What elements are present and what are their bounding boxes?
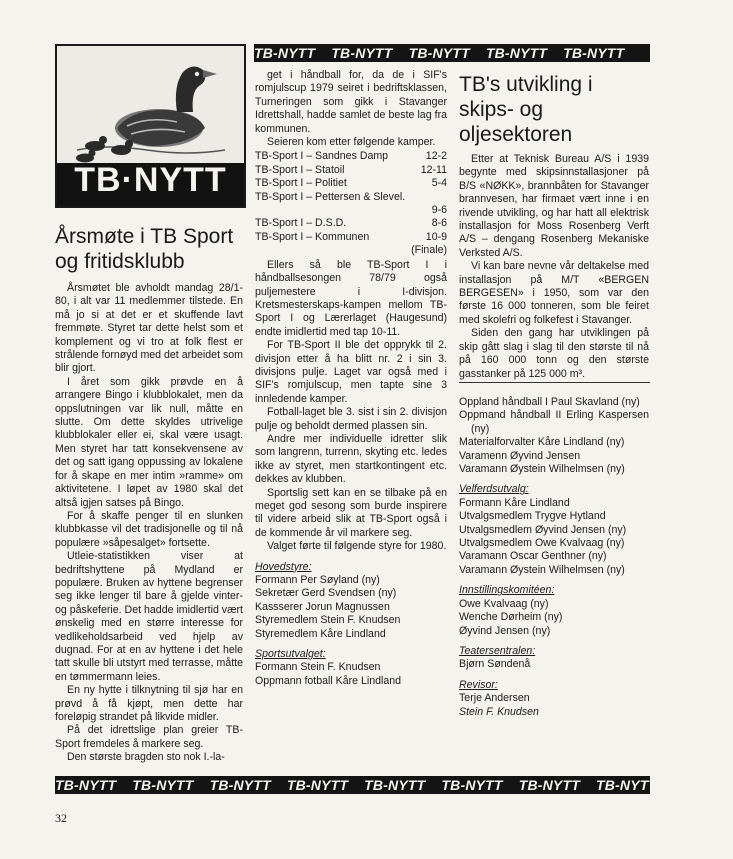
- hovedstyre-list: [255, 574, 447, 641]
- revisor-list: [459, 692, 649, 705]
- article1-col2-top: [255, 69, 447, 149]
- banner-word: TB-NYTT: [595, 777, 658, 793]
- text-line: Utvalgsmedlem Owe Kvalvaag (ny): [459, 537, 625, 550]
- banner-word: TB-NYTT: [254, 45, 316, 61]
- text-line: Årsmøtet ble avholdt mandag 28/1-80, i alt var 11 medlemmer tilstede. En må jo si at det er et skuffende lavt fremmøte. Styret tar dette helst som et komplement og vi tro at folk flest er strålende fornøyd med det arbeidet som blir gjort.: [55, 282, 243, 375]
- column-2: [255, 69, 447, 688]
- result-row: [255, 244, 447, 257]
- text-line: Formann Stein F. Knudsen: [255, 661, 381, 674]
- text-line: Andre mer individuelle idretter slik som langrenn, turrenn, skyting etc. ledes ikke av styret, men startkontingent etc. dekkes av klubben.: [255, 432, 447, 486]
- sportsutvalget-list: [255, 661, 447, 688]
- text-line: Kassserer Jorun Magnussen: [255, 600, 390, 613]
- result-score: (Finale): [411, 244, 447, 257]
- result-match: TB-Sport I – Kommunen: [255, 230, 370, 243]
- banner-word: TB-NYTT: [364, 777, 426, 793]
- text-line: Utleie-statistikken viser at bedriftshyttene på Mydland er populære. Bruken av hyttene begrenser seg ikke lenger til bare å gjelde vinter- og påskeferie. Det hadde imidlertid vært ønskelig med en større interesse for vedlikeholdsarbeid ved hjelp av dugnad. For at en av hyttene i det hele tatt skulle bli utstyrt med terrasse, måtte en tømmermann leies.: [55, 550, 243, 683]
- text-line: Materialforvalter Kåre Lindland (ny): [459, 436, 625, 449]
- top-banner: [254, 44, 650, 62]
- text-line: Etter at Teknisk Bureau A/S i 1939 begynte med skipsinnstallasjoner på B/S «NØKK», brannbåten for Stavanger brannvesen, har firmaet vært inne i en rivende utvikling, og har hatt all elektrisk installasjon for Moss Rosenberg Verft A/S – dengang Rosenberg Mekaniske Verksted A/S.: [459, 153, 649, 259]
- text-line: Seieren kom etter følgende kamper.: [267, 136, 436, 149]
- text-line: Styremedlem Kåre Lindland: [255, 627, 386, 640]
- text-line: Siden den gang har utviklingen på skip gått slag i slag til den største til nå på 160 000 tonn og den største gasstanker på 125 000 m³.: [459, 327, 649, 380]
- result-match: TB-Sport I – Pettersen & Slevel.: [255, 190, 406, 203]
- result-row: [255, 164, 447, 177]
- velferd-heading: Velferdsutvalg:: [459, 483, 529, 496]
- banner-word: TB-NYTT: [286, 777, 349, 793]
- text-line: Ellers så ble TB-Sport I i håndballsesongen 78/79 også puljemestere i I-divisjon. Kretsmesterskaps-kampen mellom TB-Sport I og Lærerlaget (Haugesund) endte imidlertid med tap 10-11.: [255, 258, 447, 338]
- text-line: Varamann Øystein Wilhelmsen (ny): [459, 563, 625, 576]
- text-line: Fotball-laget ble 3. sist i sin 2. divisjon pulje og beholdt dermed plassen sin.: [255, 406, 447, 432]
- banner-word: TB-NYTT: [408, 45, 470, 61]
- text-line: Oppmann fotball Kåre Lindland: [255, 674, 402, 687]
- article-title-utvikling: TB's utvikling i skips- og oljesektoren: [459, 73, 593, 146]
- text-line: Oppland håndball I Paul Skavland (ny): [459, 396, 640, 408]
- result-row: [255, 177, 447, 190]
- text-line: Varamann Øystein Wilhelmsen (ny): [459, 463, 625, 476]
- text-line: Sportslig sett kan en se tilbake på en meget god sesong som burde inspirere til videre arbeid slik at TB-Sport også i de kommende år vil markere seg.: [255, 486, 447, 539]
- text-line: Bjørn Søndenå: [459, 658, 531, 671]
- result-match: TB-Sport I – D.S.D.: [255, 217, 347, 230]
- banner-word: TB-NYTT: [55, 777, 117, 793]
- text-line: Den største bragden sto nok I.-la-: [67, 751, 225, 764]
- text-line: For å skaffe penger til en slunken klubbkasse vil det tradisjonelle og til nå populære »såpesalget» fortsette.: [55, 509, 243, 549]
- text-line: Utvalgsmedlem Trygve Hytland: [459, 510, 606, 523]
- banner-word: TB-NY: [673, 777, 718, 793]
- banner-word: TB-NYTT: [485, 45, 548, 61]
- text-line: Formann Per Søyland (ny): [255, 574, 380, 587]
- text-line: Valget førte til følgende styre for 1980.: [267, 540, 447, 553]
- velferd-list: [459, 497, 649, 577]
- text-line: Owe Kvalvaag (ny): [459, 597, 549, 610]
- result-score: 9-6: [431, 204, 447, 217]
- result-score: 5-4: [431, 177, 447, 190]
- banner-word: TB-NYTT: [563, 45, 625, 61]
- text-line: Styremedlem Stein F. Knudsen: [255, 614, 401, 627]
- revisor-heading: Revisor:: [459, 678, 498, 691]
- banner-word: TB-NYTT: [518, 777, 580, 793]
- result-match: TB-Sport I – Sandnes Damp: [255, 150, 389, 163]
- innstilling-heading: Innstillingskomitéen:: [459, 584, 555, 597]
- teater-list: [459, 658, 649, 671]
- result-row: [255, 231, 447, 244]
- innstilling-list: [459, 598, 649, 638]
- text-line: Varamenn Øyvind Jensen: [459, 449, 581, 462]
- result-score: 12-11: [420, 163, 447, 176]
- article-title-arsmote: Årsmøte i TB Sport og fritidsklubb: [55, 225, 234, 273]
- logo-text: TB·NYTT: [74, 161, 227, 199]
- sportsutvalget-heading: Sportsutvalget:: [255, 648, 326, 661]
- bottom-banner: [55, 776, 718, 794]
- banner-word: TB-NYTT: [132, 777, 194, 793]
- text-line: På det idrettslige plan greier TB-Sport fremdeles å markere seg.: [55, 724, 243, 750]
- result-row: [255, 191, 447, 204]
- column-1: [55, 224, 243, 765]
- text-line: En ny hytte i tilknytning til sjø har en prøvd å få kjøpt, men dette har foreløpig strandet på likvide midler.: [55, 684, 243, 723]
- tb-nytt-logo: [55, 44, 246, 208]
- article2-body: [459, 153, 649, 381]
- signature: Stein F. Knudsen: [459, 705, 539, 718]
- text-line: Sekretær Gerd Svendsen (ny): [255, 587, 397, 600]
- column-3-lists: [459, 396, 649, 719]
- text-line: Oppmand håndball II Erling Kaspersen (ny): [459, 409, 649, 435]
- banner-word: TB-NYTT: [209, 777, 271, 793]
- text-line: Terje Andersen: [459, 692, 530, 705]
- text-line: Formann Kåre Lindland: [459, 496, 570, 509]
- result-row: [255, 150, 447, 163]
- article1-col2-bottom: [255, 259, 447, 554]
- page-number: 32: [55, 811, 67, 825]
- result-row: [255, 204, 447, 217]
- text-line: I året som gikk prøvde en å arrangere Bingo i klubblokalet, men da oppslutningen var lik null, måtte en slutte. Om dette skyldes utrivelige klubblokaler eller ei, skal være usagt. Men styret har tatt konsekvensene av det og satt igang oppussing av lokalene for å skape en mer intim »ramme» om aktivitetene. I løpet av 1980 skal det altså igjen satses på Bingo.: [55, 375, 243, 509]
- result-score: 8-6: [431, 217, 447, 230]
- teater-heading: Teatersentralen:: [459, 644, 536, 657]
- top-roles-list: [459, 396, 649, 476]
- result-row: [255, 217, 447, 230]
- text-line: Øyvind Jensen (ny): [459, 624, 551, 637]
- hovedstyre-heading: Hovedstyre:: [255, 560, 312, 573]
- result-match: TB-Sport I – Statoil: [255, 163, 345, 176]
- text-line: Wenche Dørheim (ny): [459, 611, 563, 624]
- result-match: TB-Sport I – Politiet: [255, 177, 347, 190]
- column-divider: [459, 382, 650, 383]
- text-line: Vi kan bare nevne vår deltakelse med installasjon på M/T «BERGEN BERGESEN» i 1950, som var den første 16 000 tonneren, som ble feiret med skolefri og folkefest i Stavanger.: [459, 260, 649, 326]
- column-3: [459, 72, 649, 381]
- banner-word: TB-NYTT: [441, 777, 503, 793]
- article1-col1-body: [55, 282, 243, 765]
- banner-word: TB-NYTT: [331, 45, 393, 61]
- text-line: Utvalgsmedlem Øyvind Jensen (ny): [459, 523, 627, 536]
- result-score: 12-2: [425, 150, 447, 163]
- results-table: [255, 150, 447, 257]
- text-line: Varamann Oscar Genthner (ny): [459, 550, 607, 563]
- result-score: 10-9: [425, 230, 447, 243]
- text-line: For TB-Sport II ble det opprykk til 2. divisjon etter å ha blitt nr. 2 i sin 3. divisjons pulje. Laget var også med i SIF's romjulscup, men tapte sine 3 innledende kamper.: [255, 339, 447, 405]
- text-line: get i håndball for, da de i SIF's romjulscup 1979 seiret i bedriftsklassen, Turneringen som gikk i Stavanger Idrettshall, hadde samlet de beste lag fra kommunen.: [255, 69, 447, 135]
